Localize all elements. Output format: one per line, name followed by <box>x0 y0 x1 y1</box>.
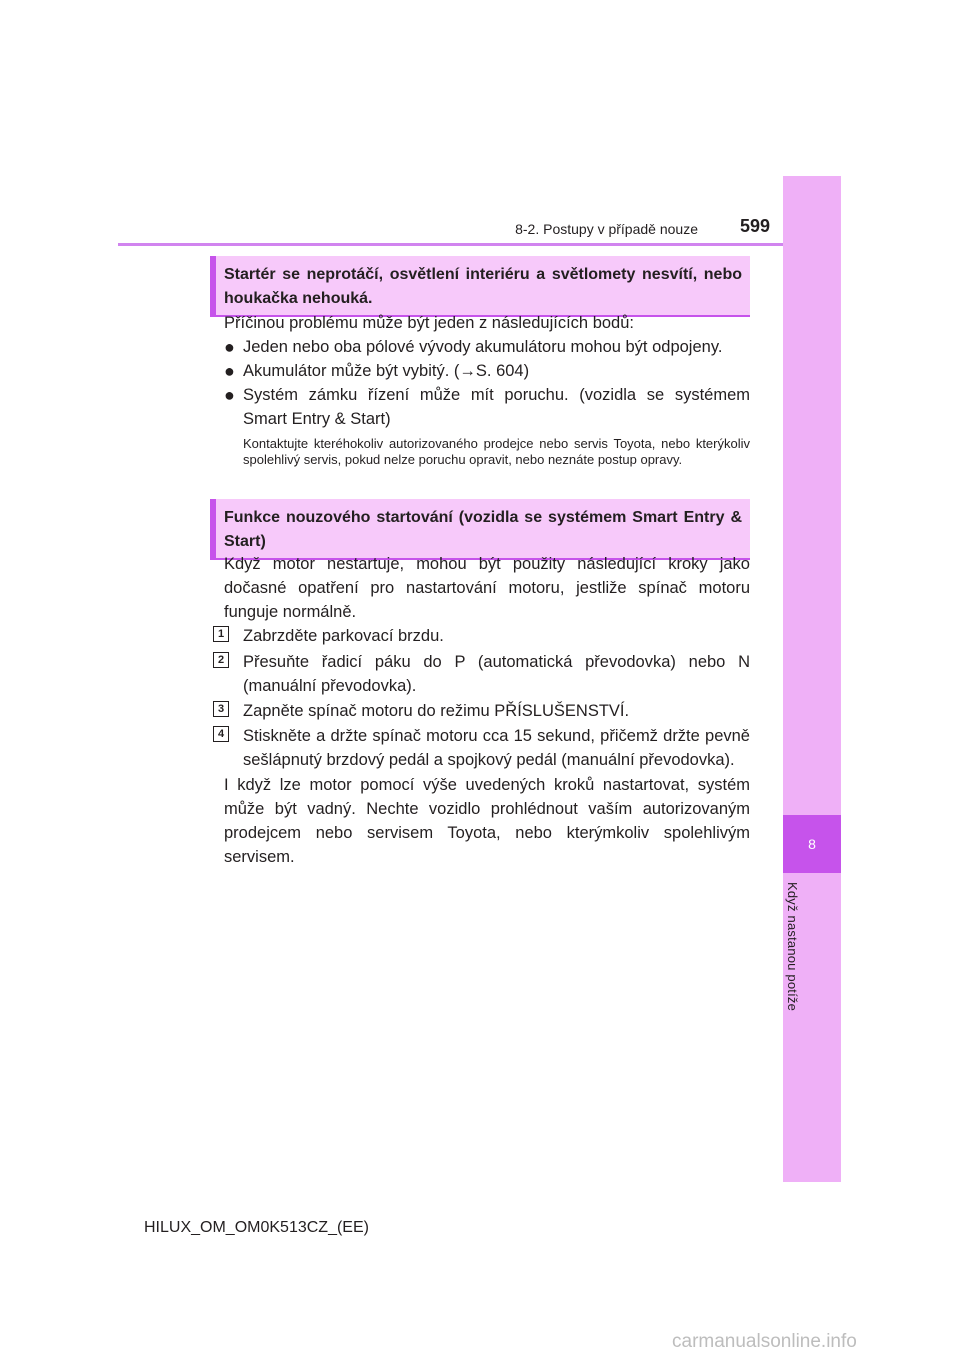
step-number-badge: 3 <box>213 701 229 717</box>
bullet-dot-icon: ● <box>224 385 235 405</box>
step-item: 1 Zabrzděte parkovací brzdu. <box>213 624 750 648</box>
document-code: HILUX_OM_OM0K513CZ_(EE) <box>144 1219 369 1236</box>
step-item: 3 Zapněte spínač motoru do režimu PŘÍSLUŠENSTVÍ. <box>213 699 750 723</box>
section-heading-starter: Startér se neprotáčí, osvětlení interiéru a světlomety nesvítí, nebo houkačka nehouká. <box>210 256 750 317</box>
bullet-dot-icon: ● <box>224 337 235 357</box>
bullet-item: ● Systém zámku řízení může mít poruchu. (vozidla se systémem Smart Entry & Start) <box>224 385 750 428</box>
chapter-title-vertical: Když nastanou potíže <box>785 882 800 1012</box>
watermark: carmanualsonline.info <box>672 1331 857 1352</box>
section2-closing: I když lze motor pomocí výše uvedených kroků nastartovat, systém může být vadný. Nechte vozidlo prohlédnout vaším autorizovaným prodejcem nebo servisem Toyota, nebo kterýmkoliv spolehlivým servisem. <box>224 776 750 866</box>
step-number-badge: 2 <box>213 652 229 668</box>
bullet-item: ● Jeden nebo oba pólové vývody akumulátoru mohou být odpojeny. <box>224 337 723 357</box>
step-number-badge: 4 <box>213 726 229 742</box>
chapter-number-badge: 8 <box>783 815 841 873</box>
section2-intro: Když motor nestartuje, mohou být použity následující kroky jako dočasné opatření pro nastartování motoru, jestliže spínač motoru funguje normálně. <box>224 555 750 621</box>
bullet-item: ● Akumulátor může být vybitý. (→S. 604) <box>224 361 530 381</box>
chapter-side-tab <box>783 176 841 1182</box>
section1-intro: Příčinou problému může být jeden z následujících bodů: <box>224 314 634 332</box>
step-item: 2 Přesuňte řadicí páku do P (automatická převodovka) nebo N (manuální převodovka). <box>213 650 750 698</box>
bullet-dot-icon: ● <box>224 361 235 381</box>
step-item: 4 Stiskněte a držte spínač motoru cca 15 sekund, přičemž držte pevně sešlápnutý brzdový pedál a spojkový pedál (manuální převodovka). <box>213 724 750 772</box>
step-number-badge: 1 <box>213 626 229 642</box>
section-heading-emergency-start: Funkce nouzového startování (vozidla se systémem Smart Entry & Start) <box>210 499 750 560</box>
page-number: 599 <box>740 216 771 236</box>
header-divider <box>118 243 783 246</box>
section1-note: Kontaktujte kteréhokoliv autorizovaného prodejce nebo servis Toyota, nebo kterýkoliv spolehlivý servis, pokud nelze poruchu opravit, nebo neznáte postup opravy. <box>243 436 750 467</box>
running-header-section: 8-2. Postupy v případě nouze <box>515 221 698 237</box>
